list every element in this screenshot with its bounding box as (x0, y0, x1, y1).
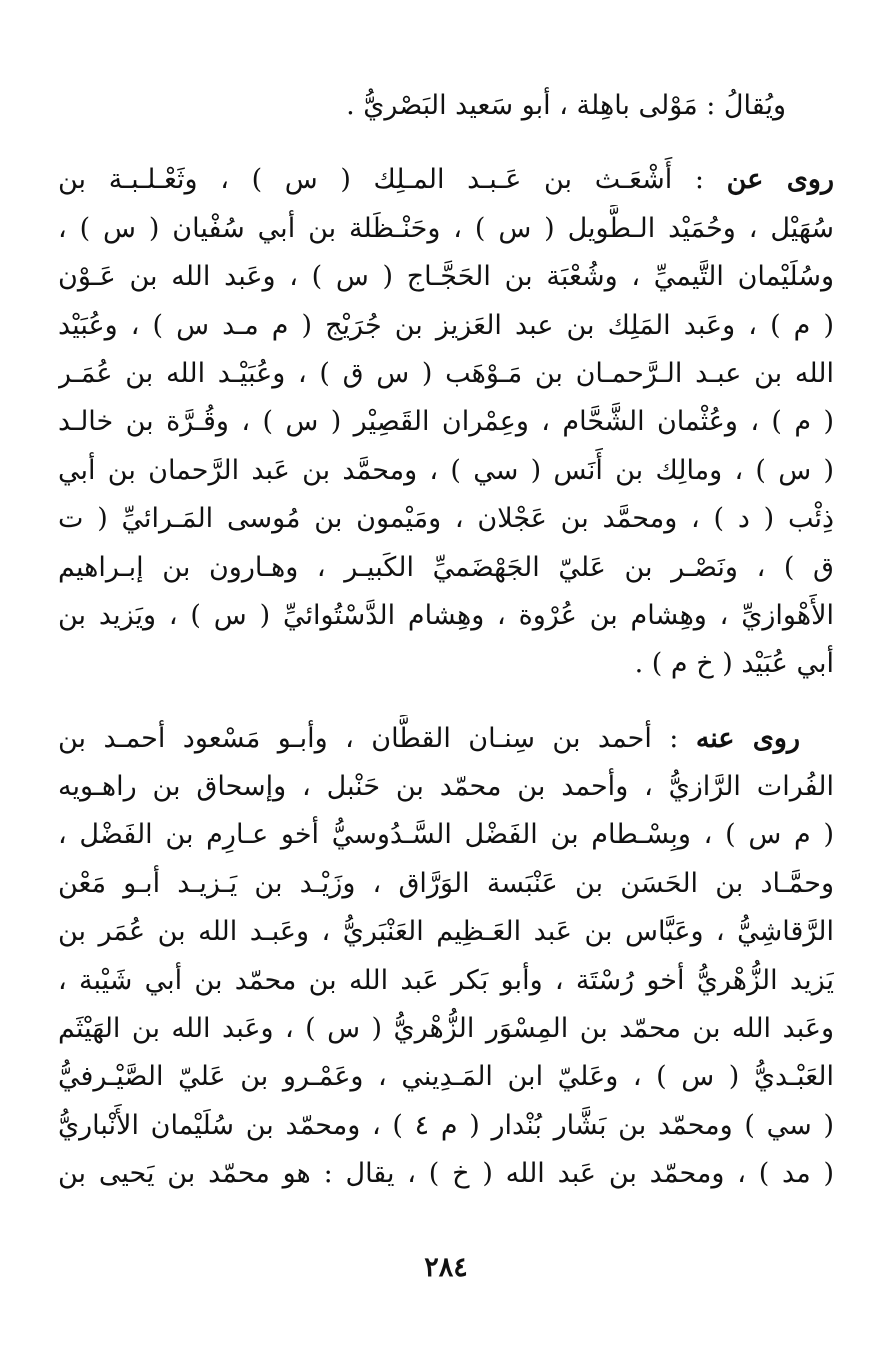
paragraph-gap (58, 130, 834, 156)
narrated-by-line: وحمَّـاد بن الحَسَن بن عَنْبَسة الوَرَّاق ، وزَيْـد بن يَـزيـد أبـو مَعْن (58, 867, 834, 899)
paragraph-gap (58, 689, 834, 715)
narrated-by-line: الفُرات الرَّازيُّ ، وأحمد بن محمّد بن حَنْبل ، وإسحاق بن راهـويه (58, 771, 834, 803)
narrated-from-label: روى عن (726, 164, 834, 196)
narrated-by-line: ( سي ) ومحمّد بن بَشَّار بُنْدار ( م ٤ ) ، ومحمّد بن سُلَيْمان الأَنْباريُّ (58, 1109, 834, 1141)
narrated-by-first-line (58, 715, 834, 763)
narrated-from-line: وسُلَيْمان التَّيميِّ ، وشُعْبَة بن الحَجَّـاج ( س ) ، وعَبد الله بن عَـوْن (58, 261, 834, 293)
narrated-from-last-line: أبي عُبَيْد ( خ م ) . (634, 648, 834, 680)
narrated-from-section (58, 156, 834, 688)
narrated-from-line: الله بن عبـد الـرَّحمـان بن مَـوْهَب ( س ق ) ، وعُبَيْـد الله بن عُمَـر (58, 357, 834, 389)
narrated-from-line: ( س ) ، ومالِك بن أَنَس ( سي ) ، ومحمَّد بن عَبد الرَّحمان بن أبي (58, 454, 834, 486)
narrated-by-line: ( مد ) ، ومحمّد بن عَبد الله ( خ ) ، يقال : هو محمّد بن يَحيى بن (58, 1158, 834, 1190)
narrated-from-line: ق ) ، ونَصْـر بن عَليّ الجَهْضَميِّ الكَبيـر ، وهـارون بن إبـراهيم (58, 551, 834, 583)
narrated-by-line: يَزيد الزُّهْريُّ أخو رُسْتَة ، وأبو بَكر عَبد الله بن محمّد بن أبي شَيْبة ، (58, 964, 834, 996)
narrated-by-line: العَبْـديُّ ( س ) ، وعَليّ ابن المَـدِيني ، وعَمْـرو بن عَليّ الصَّيْـرفيُّ (58, 1061, 834, 1093)
narrated-by-line: الرَّقاشِيُّ ، وعَبَّاس بن عَبد العَـظِيم العَنْبَريُّ ، وعَبـد الله بن عُمَر بن (58, 916, 834, 948)
intro-line: ويُقالُ : مَوْلى باهِلة ، أبو سَعيد البَصْريُّ . (346, 90, 786, 121)
narrated-from-line: ( م ) ، وعُثْمان الشَّحَّام ، وعِمْران القَصِيْر ( س ) ، وقُـرَّة بن خالـد (58, 406, 834, 438)
narrated-from-line: الأَهْوازيِّ ، وهِشام بن عُرْوة ، وهِشام الدَّسْتُوائيِّ ( س ) ، ويَزيد بن (58, 599, 834, 631)
page-number: ٢٨٤ (424, 1252, 468, 1283)
narrated-from-first-line-text: : أَشْعَـث بن عَـبـد المـلِك ( س ) ، وثَعْـلـبـة بن (58, 164, 727, 196)
narrated-from-line: ( م ) ، وعَبد المَلِك بن عبد العَزيز بن جُرَيْج ( م مـد س ) ، وعُبَيْد (58, 309, 834, 341)
narrated-from-line: سُهَيْل ، وحُمَيْد الـطَّويل ( س ) ، وحَنْـظَلة بن أبي سُفْيان ( س ) ، (58, 212, 834, 244)
narrated-from-line: ذِئْب ( د ) ، ومحمَّد بن عَجْلان ، ومَيْمون بن مُوسى المَـرائيِّ ( ت (58, 503, 834, 535)
narrated-by-label: روى عنه (695, 722, 800, 754)
narrated-by-section (58, 715, 834, 1199)
narrated-by-line: ( م س ) ، وبِسْـطام بن الفَضْل السَّـدُوسيُّ أخو عـارِم بن الفَضْل ، (58, 819, 834, 851)
narrated-by-first-line-text: : أحمد بن سِنـان القطَّان ، وأبـو مَسْعود أحمـد بن (58, 722, 696, 754)
narrated-by-line: وعَبد الله بن محمّد بن المِسْوَر الزُّهْريُّ ( س ) ، وعَبد الله بن الهَيْثَم (58, 1013, 834, 1045)
narrated-from-first-line (58, 156, 834, 204)
